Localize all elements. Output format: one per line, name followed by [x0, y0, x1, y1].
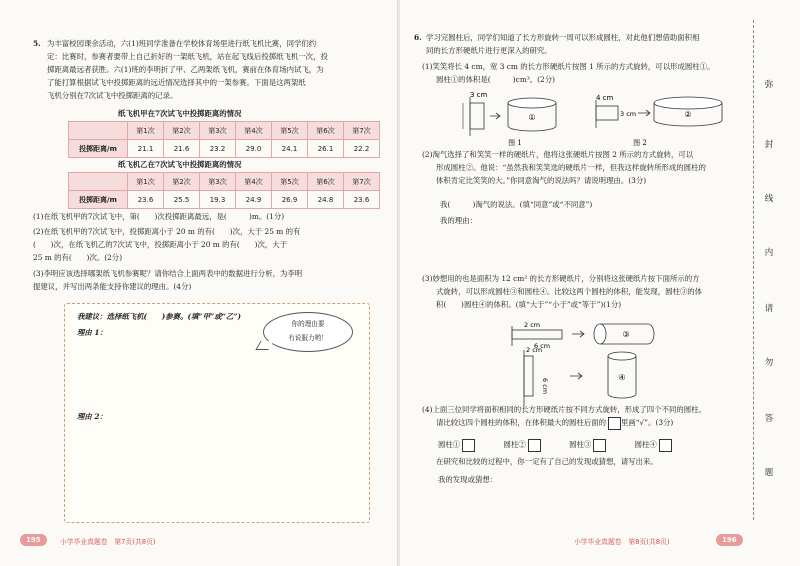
- table-cell: 26.9: [272, 191, 308, 209]
- seal-char: 内: [764, 248, 774, 258]
- q6-part3-line: 积( )圆柱④的体积。(填“大于”“小于”或“等于”)(1分): [436, 300, 622, 309]
- fig2-dim: 4 cm: [596, 94, 614, 102]
- page-number: 195: [20, 534, 47, 546]
- checkbox-cylinder-4[interactable]: [659, 439, 672, 452]
- table-cell: 23.2: [200, 140, 236, 158]
- cylinder-label: ③: [622, 330, 630, 339]
- q6-part1-line: 圆柱①的体积是( )cm³。(2分): [436, 75, 556, 84]
- table-row: [69, 140, 380, 158]
- table-cell: 第5次: [272, 173, 308, 191]
- q6-intro-line: 同的长方形硬纸片进行更深入的研究。: [426, 46, 552, 55]
- table-a: [68, 121, 380, 158]
- table-cell: 24.8: [308, 191, 344, 209]
- q6-intro-line: 学习完圆柱后，同学们知道了长方形旋转一周可以形成圆柱，对此他们想借助面积相: [426, 33, 700, 42]
- table-row-label: 投掷距离/m: [69, 191, 128, 209]
- fig1-caption: 图 1: [508, 139, 522, 147]
- suggestion-text: 我建议：选择纸飞机( )参赛。(填“甲”或“乙”): [77, 312, 242, 321]
- suggestion-box[interactable]: [64, 303, 370, 523]
- table-cell: 23.6: [128, 191, 164, 209]
- rect-shape: [524, 356, 533, 396]
- table-a-header: [69, 122, 380, 140]
- fig3-dim2: 6 cm: [534, 342, 551, 350]
- checkbox-cylinder-3[interactable]: [593, 439, 606, 452]
- q6-part3-line: 式旋转，可以形成圆柱③和圆柱④。比较这两个圆柱的体积，能发现，圆柱③的体: [436, 287, 703, 296]
- page-number-right: 196: [716, 534, 743, 546]
- example-checkbox: [608, 417, 621, 430]
- q5-sub2-line: (2)在纸飞机甲的7次试飞中，投掷距离小于 20 m 的有( )次，大于 25 m 的有: [33, 227, 301, 236]
- left-page: [0, 0, 398, 566]
- table-a-title: 纸飞机甲在7次试飞中投掷距离的情况: [118, 109, 242, 118]
- seal-char: 请: [764, 304, 774, 314]
- q5-intro-line: 定：比赛时，参赛者要带上自己折好的一架纸飞机，站在起飞线后投掷纸飞机一次，投: [47, 52, 328, 61]
- q5-intro: [47, 37, 387, 102]
- fig1-dim: 3 cm: [470, 91, 488, 99]
- q5-intro-line: 掷距离最远者获胜。六(1)班的李明折了甲、乙两架纸飞机，赛前在体育场内试飞，为: [47, 65, 324, 74]
- seal-line: [753, 20, 754, 520]
- fig3-dim4: 2 cm: [526, 346, 543, 354]
- table-cell: 25.5: [164, 191, 200, 209]
- q6-part6: 我的发现或猜想：: [438, 475, 498, 484]
- q6-part4-text: 请比较这四个圆柱的体积，在体积最大的圆柱后面的: [436, 418, 606, 427]
- q5-sub3-line: (3)李明应该选择哪架纸飞机参赛呢？请你结合上面两表中的数据进行分析，为李明: [33, 269, 303, 278]
- arrow-icon: [570, 373, 582, 379]
- q6-part3-line: (3)妙想用的也是面积为 12 cm² 的长方形硬纸片，分别将这张硬纸片按下面所示的方: [422, 274, 700, 283]
- table-cell: 第2次: [164, 122, 200, 140]
- q6-part2-answer: 我( )淘气的说法。(填“同意”或“不同意”): [440, 200, 593, 209]
- q5-number: 5.: [33, 39, 41, 48]
- q6-part2-line: (2)淘气选择了和笑笑一样的硬纸片，他将这张硬纸片按图 2 所示的方式旋转，可以: [422, 150, 694, 159]
- table-b-header: [69, 173, 380, 191]
- cylinder-choice-label: 圆柱②: [503, 440, 526, 449]
- table-cell: 19.3: [200, 191, 236, 209]
- table-b-title: 纸飞机乙在7次试飞中投掷距离的情况: [118, 160, 242, 169]
- q6-part2-line: 形成圆柱②。他说：“虽然我和笑笑选的硬纸片一样，但我这样旋转所形成的圆柱的: [436, 163, 706, 172]
- seal-char: 线: [764, 194, 774, 204]
- q5-sub3: [33, 267, 388, 293]
- q6-part2-reason: 我的理由：: [440, 216, 477, 225]
- hint-text: 有说服力哟！: [288, 334, 328, 342]
- checkbox-cylinder-1[interactable]: [462, 439, 475, 452]
- table-row-label: 投掷距离/m: [69, 140, 128, 158]
- table-cell: 24.1: [272, 140, 308, 158]
- rect-shape: [512, 330, 562, 339]
- q6-part4-line: (4)上面三位同学将面积相同的长方形硬纸片按不同方式旋转，形成了四个不同的圆柱。: [422, 405, 706, 414]
- table-cell: 26.1: [308, 140, 344, 158]
- seal-char: 题: [764, 468, 774, 478]
- fig3-dim1: 2 cm: [524, 321, 541, 329]
- q5-sub2-line: 25 m 的有( )次。(2分): [33, 253, 123, 262]
- table-b: [68, 172, 380, 209]
- footer-text-right: 小学毕业真题卷 第8页(共8页): [574, 538, 670, 546]
- cylinder-label: ①: [528, 113, 536, 122]
- fig2-dim2: 3 cm: [620, 110, 637, 118]
- seal-char: 勿: [764, 358, 774, 368]
- q5-sub1: (1)在纸飞机甲的7次试飞中，第( )次投掷距离最远，是( )m。(1分): [33, 212, 285, 221]
- q6-part5: 在研究和比较的过程中，你一定有了自己的发现或猜想，请写出来。: [436, 457, 658, 466]
- cylinder-choices: [438, 438, 758, 452]
- table-cell: 第4次: [236, 122, 272, 140]
- table-cell: 第4次: [236, 173, 272, 191]
- cylinder-label: ②: [684, 110, 692, 119]
- hint-bubble: [263, 312, 353, 352]
- cylinder-choice-label: 圆柱①: [438, 440, 461, 449]
- cylinder-top: [608, 352, 636, 360]
- table-cell: 第1次: [128, 173, 164, 191]
- q6-part1-line: (1)笑笑将长 4 cm，宽 3 cm 的长方形硬纸片按图 1 所示的方式旋转，可以形成圆柱①。: [422, 62, 715, 71]
- table-cell: [69, 173, 128, 191]
- seal-char: 弥: [764, 80, 774, 90]
- table-cell: 22.2: [344, 140, 380, 158]
- q5-sub3-line: 提建议，并写出两条能支持你建议的理由。(4分): [33, 282, 192, 291]
- cylinder-end: [594, 324, 606, 344]
- q6-part4: [422, 403, 762, 430]
- reason-2-label: 理由 2：: [77, 412, 107, 421]
- q6-part2-line: 体积肯定比笑笑的大。”你同意淘气的说法吗？请说明理由。(3分): [436, 176, 647, 185]
- hint-text: 你的理由要: [291, 320, 325, 328]
- seal-char: 答: [764, 414, 774, 424]
- table-cell: 24.9: [236, 191, 272, 209]
- reason-1-label: 理由 1：: [77, 328, 107, 337]
- fig3-dim3: 6 cm: [541, 378, 549, 395]
- table-cell: 第2次: [164, 173, 200, 191]
- q5-sub2-line: ( )次，在纸飞机乙的7次试飞中，投掷距离小于 20 m 的有( )次，大于: [33, 240, 288, 249]
- table-cell: 第5次: [272, 122, 308, 140]
- arrow-icon: [572, 331, 584, 337]
- cylinder-label: ④: [618, 373, 626, 382]
- table-cell: 第6次: [308, 173, 344, 191]
- table-row: [69, 191, 380, 209]
- q6-number: 6.: [414, 33, 422, 42]
- table-cell: [69, 122, 128, 140]
- figure-3-bottom: [524, 346, 636, 406]
- q5-sub2: [33, 225, 388, 264]
- table-cell: 29.0: [236, 140, 272, 158]
- fig2-caption: 图 2: [633, 139, 647, 147]
- seal-char: 封: [764, 140, 774, 150]
- footer-text: 小学毕业真题卷 第7页(共8页): [60, 538, 156, 546]
- cylinder-choice-label: 圆柱④: [634, 440, 657, 449]
- q5-intro-line: 为丰富校园课余活动，六(1)班同学准备在学校体育场里进行纸飞机比赛，同学们约: [47, 39, 317, 48]
- table-cell: 第1次: [128, 122, 164, 140]
- checkbox-cylinder-2[interactable]: [528, 439, 541, 452]
- table-cell: 21.1: [128, 140, 164, 158]
- q6-part4-text: 里画“√”。(3分): [621, 418, 674, 427]
- q5-intro-line: 了能打算根据试飞中投掷距离的远近情况选择其中的一架参赛。下面是这两架纸: [47, 78, 306, 87]
- table-cell: 第3次: [200, 173, 236, 191]
- q5-intro-line: 飞机分别在7次试飞中投掷距离的记录。: [47, 91, 178, 100]
- table-cell: 23.6: [344, 191, 380, 209]
- table-cell: 第6次: [308, 122, 344, 140]
- table-cell: 第7次: [344, 173, 380, 191]
- table-cell: 第7次: [344, 122, 380, 140]
- cylinder-choice-label: 圆柱③: [569, 440, 592, 449]
- table-cell: 21.6: [164, 140, 200, 158]
- table-cell: 第3次: [200, 122, 236, 140]
